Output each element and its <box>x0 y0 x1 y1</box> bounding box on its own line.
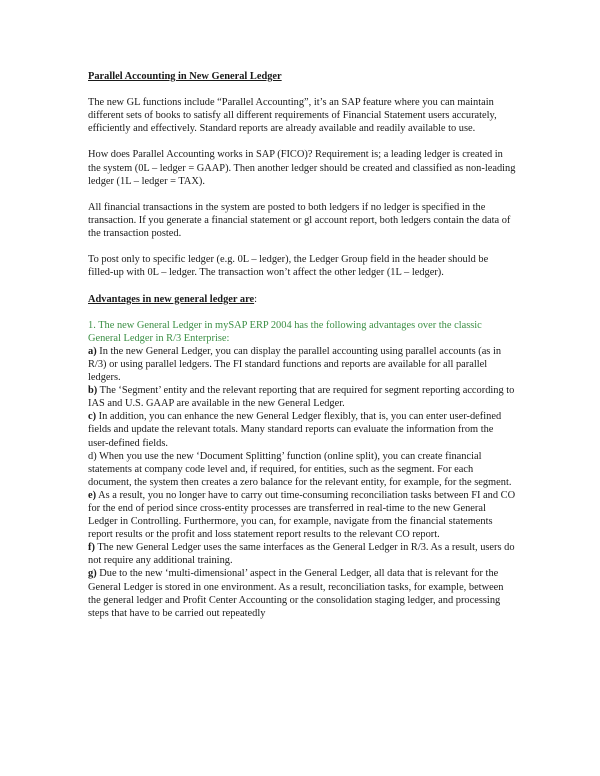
advantage-item-a <box>88 345 516 384</box>
paragraph-intro: The new GL functions include “Parallel Accounting”, it’s an SAP feature where you can maintain different sets of books to satisfy all different requirements of Financial Statement users accurately, efficiently and effectively. Standard reports are already available and readily available to use. <box>88 97 497 135</box>
advantage-label: b) <box>88 385 98 397</box>
advantage-item-d <box>88 450 516 489</box>
advantage-item-b <box>88 384 516 410</box>
advantages-intro: 1. The new General Ledger in mySAP ERP 2004 has the following advantages over the classic General Ledger in R/3 Enterprise: <box>88 319 482 344</box>
document-title: Parallel Accounting in New General Ledger <box>88 71 282 82</box>
paragraph-posting: All financial transactions in the system are posted to both ledgers if no ledger is specified in the transaction. If you generate a financial statement or gl account report, both ledgers contain the data of the transaction posted. <box>88 201 511 240</box>
paragraph-specific-ledger: To post only to specific ledger (e.g. 0L – ledger), the Ledger Group field in the header should be filled-up with 0L – ledger. The transaction won’t affect the other ledger (1L – ledger). <box>88 254 489 279</box>
advantage-text: In the new General Ledger, you can display the parallel accounting using parallel accounts (as in R/3) or using parallel ledgers. The FI standard functions and reports are available for all parallel ledgers. <box>88 345 502 384</box>
advantage-item-c <box>88 410 516 449</box>
advantage-text: In addition, you can enhance the new General Ledger flexibly, that is, you can enter user-defined fields and update the relevant totals. Many standard reports can evaluate the information from the user-defined fields. <box>88 411 502 449</box>
advantages-heading-colon: : <box>254 293 258 305</box>
advantage-text: The new General Ledger uses the same interfaces as the General Ledger in R/3. As a result, users do not require any additional training. <box>88 542 515 567</box>
advantage-label: c) <box>88 411 97 423</box>
document-page <box>88 70 516 620</box>
advantage-text: As a result, you no longer have to carry out time-consuming reconciliation tasks between FI and CO for the end of period since cross-entity processes are transferred in real-time to the new General Ledger in Controlling. Furthermore, you can, for example, navigate from the financial statements report results or the profit and loss statement report results to the relevant CO report. <box>88 489 516 541</box>
advantage-text: The ‘Segment’ entity and the relevant reporting that are required for segment reporting according to IAS and U.S. GAAP are available in the new General Ledger. <box>88 385 515 410</box>
advantage-text: When you use the new ‘Document Splitting’ function (online split), you can create financial statements at company code level and, if required, for entities, such as the segment. For each document, the system then creates a zero balance for the relevant entity, for example, for the segment. <box>88 450 512 488</box>
paragraph-how-it-works: How does Parallel Accounting works in SAP (FICO)? Requirement is; a leading ledger is created in the system (0L – ledger = GAAP). Then another ledger should be created and classified as non-leading ledger (1L – ledger = TAX). <box>88 149 516 187</box>
advantage-item-f <box>88 541 516 567</box>
advantages-heading-line <box>88 293 516 306</box>
advantage-text: Due to the new ‘multi-dimensional’ aspect in the General Ledger, all data that is relevant for the General Ledger is stored in one environment. As a result, reconciliation tasks, for example, between the general ledger and Profit Center Accounting or the consolidation staging ledger, and processing steps that have to be carried out repeatedly <box>88 568 504 619</box>
advantages-heading: Advantages in new general ledger are <box>88 293 255 305</box>
advantage-item-e <box>88 489 516 541</box>
advantage-item-g <box>88 567 516 619</box>
advantage-label: f) <box>88 542 95 554</box>
advantage-label: a) <box>88 345 97 357</box>
advantage-label: e) <box>88 489 97 501</box>
advantage-label: d) <box>88 450 97 462</box>
advantage-label: g) <box>88 568 97 580</box>
